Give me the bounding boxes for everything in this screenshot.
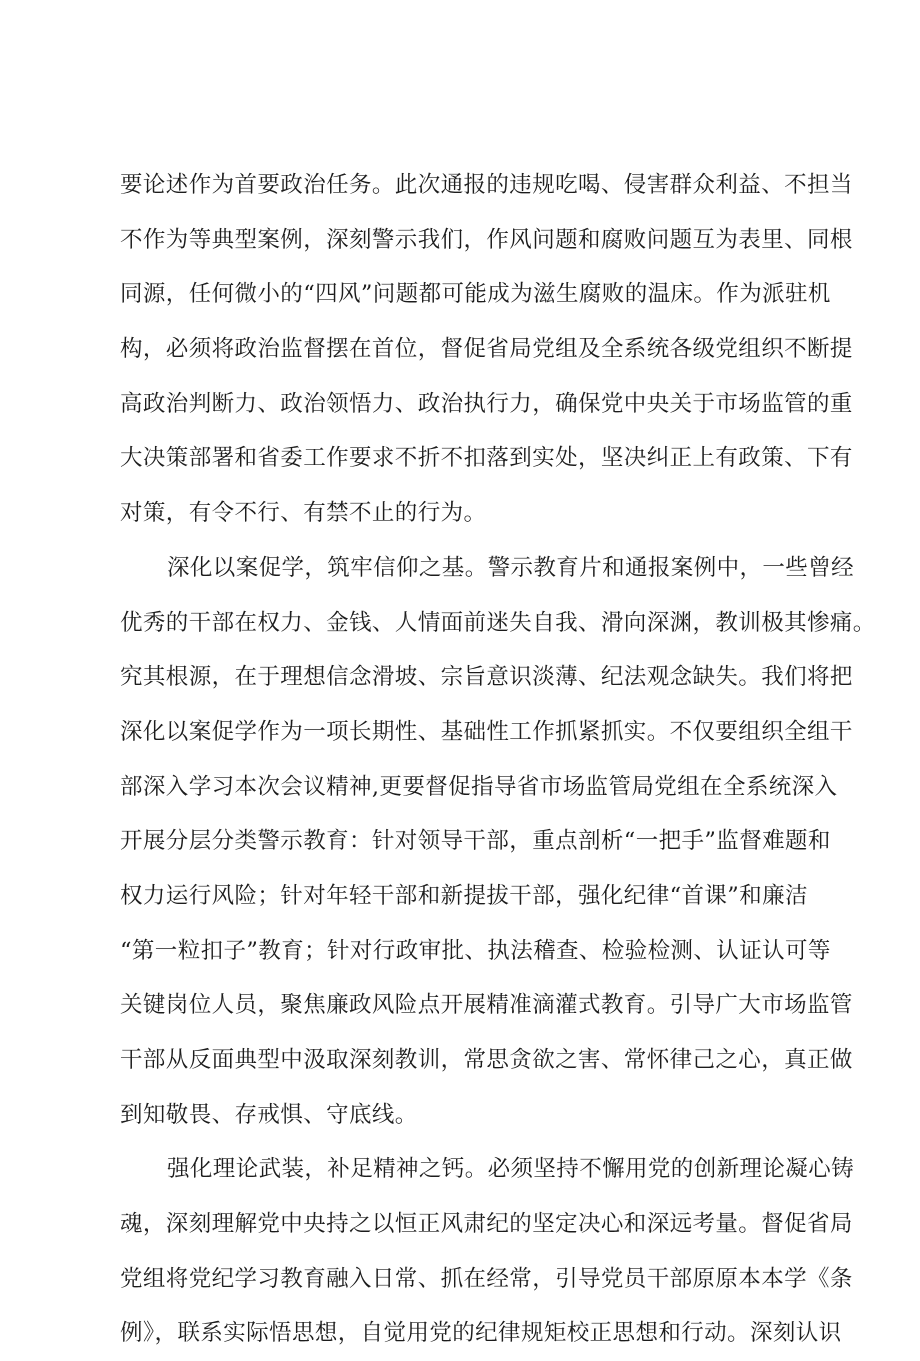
text-line: 深化以案促学作为一项长期性、基础性工作抓紧抓实。不仅要组织全组干: [120, 718, 853, 745]
text-line: 开展分层分类警示教育：针对领导干部，重点剖析“一把手”监督难题和: [120, 828, 831, 855]
text-line: 构，必须将政治监督摆在首位，督促省局党组及全系统各级党组织不断提: [120, 336, 853, 363]
text-line: 关键岗位人员，聚焦廉政风险点开展精准滴灌式教育。引导广大市场监管: [120, 992, 853, 1019]
paragraph-start-line: 深化以案促学，筑牢信仰之基。警示教育片和通报案例中，一些曾经: [167, 554, 855, 581]
text-line: 高政治判断力、政治领悟力、政治执行力，确保党中央关于市场监管的重: [120, 390, 853, 417]
text-line: 权力运行风险；针对年轻干部和新提拔干部，强化纪律“首课”和廉洁: [120, 882, 808, 909]
text-line: 魂，深刻理解党中央持之以恒正风肃纪的坚定决心和深远考量。督促省局: [120, 1211, 853, 1238]
document-body: [120, 158, 876, 1361]
text-line: 究其根源，在于理想信念滑坡、宗旨意识淡薄、纪法观念缺失。我们将把: [120, 664, 853, 691]
text-line: 大决策部署和省委工作要求不折不扣落到实处，坚决纠正上有政策、下有: [120, 445, 853, 472]
text-line: 干部从反面典型中汲取深刻教训，常思贪欲之害、常怀律己之心，真正做: [120, 1047, 853, 1073]
text-line: “第一粒扣子”教育；针对行政审批、执法稽查、检验检测、认证认可等: [120, 937, 831, 964]
text-line: 例》，联系实际悟思想，自觉用党的纪律规矩校正思想和行动。深刻认识: [120, 1320, 842, 1347]
text-line: 党组将党纪学习教育融入日常、抓在经常，引导党员干部原原本本学《条: [120, 1265, 853, 1292]
text-line: 同源，任何微小的“四风”问题都可能成为滋生腐败的温床。作为派驻机: [120, 281, 831, 308]
text-line: 要论述作为首要政治任务。此次通报的违规吃喝、侵害群众利益、不担当: [120, 172, 853, 198]
text-line: 部深入学习本次会议精神,更要督促指导省市场监管局党组在全系统深入: [120, 773, 838, 800]
paragraph-start-line: 强化理论武装，补足精神之钙。必须坚持不懈用党的创新理论凝心铸: [167, 1156, 855, 1183]
text-line: 对策，有令不行、有禁不止的行为。: [120, 500, 487, 527]
text-line: 不作为等典型案例，深刻警示我们，作风问题和腐败问题互为表里、同根: [120, 226, 853, 253]
text-line: 优秀的干部在权力、金钱、人情面前迷失自我、滑向深渊，教训极其惨痛。: [120, 609, 876, 636]
text-line: 到知敬畏、存戒惧、守底线。: [120, 1101, 418, 1128]
